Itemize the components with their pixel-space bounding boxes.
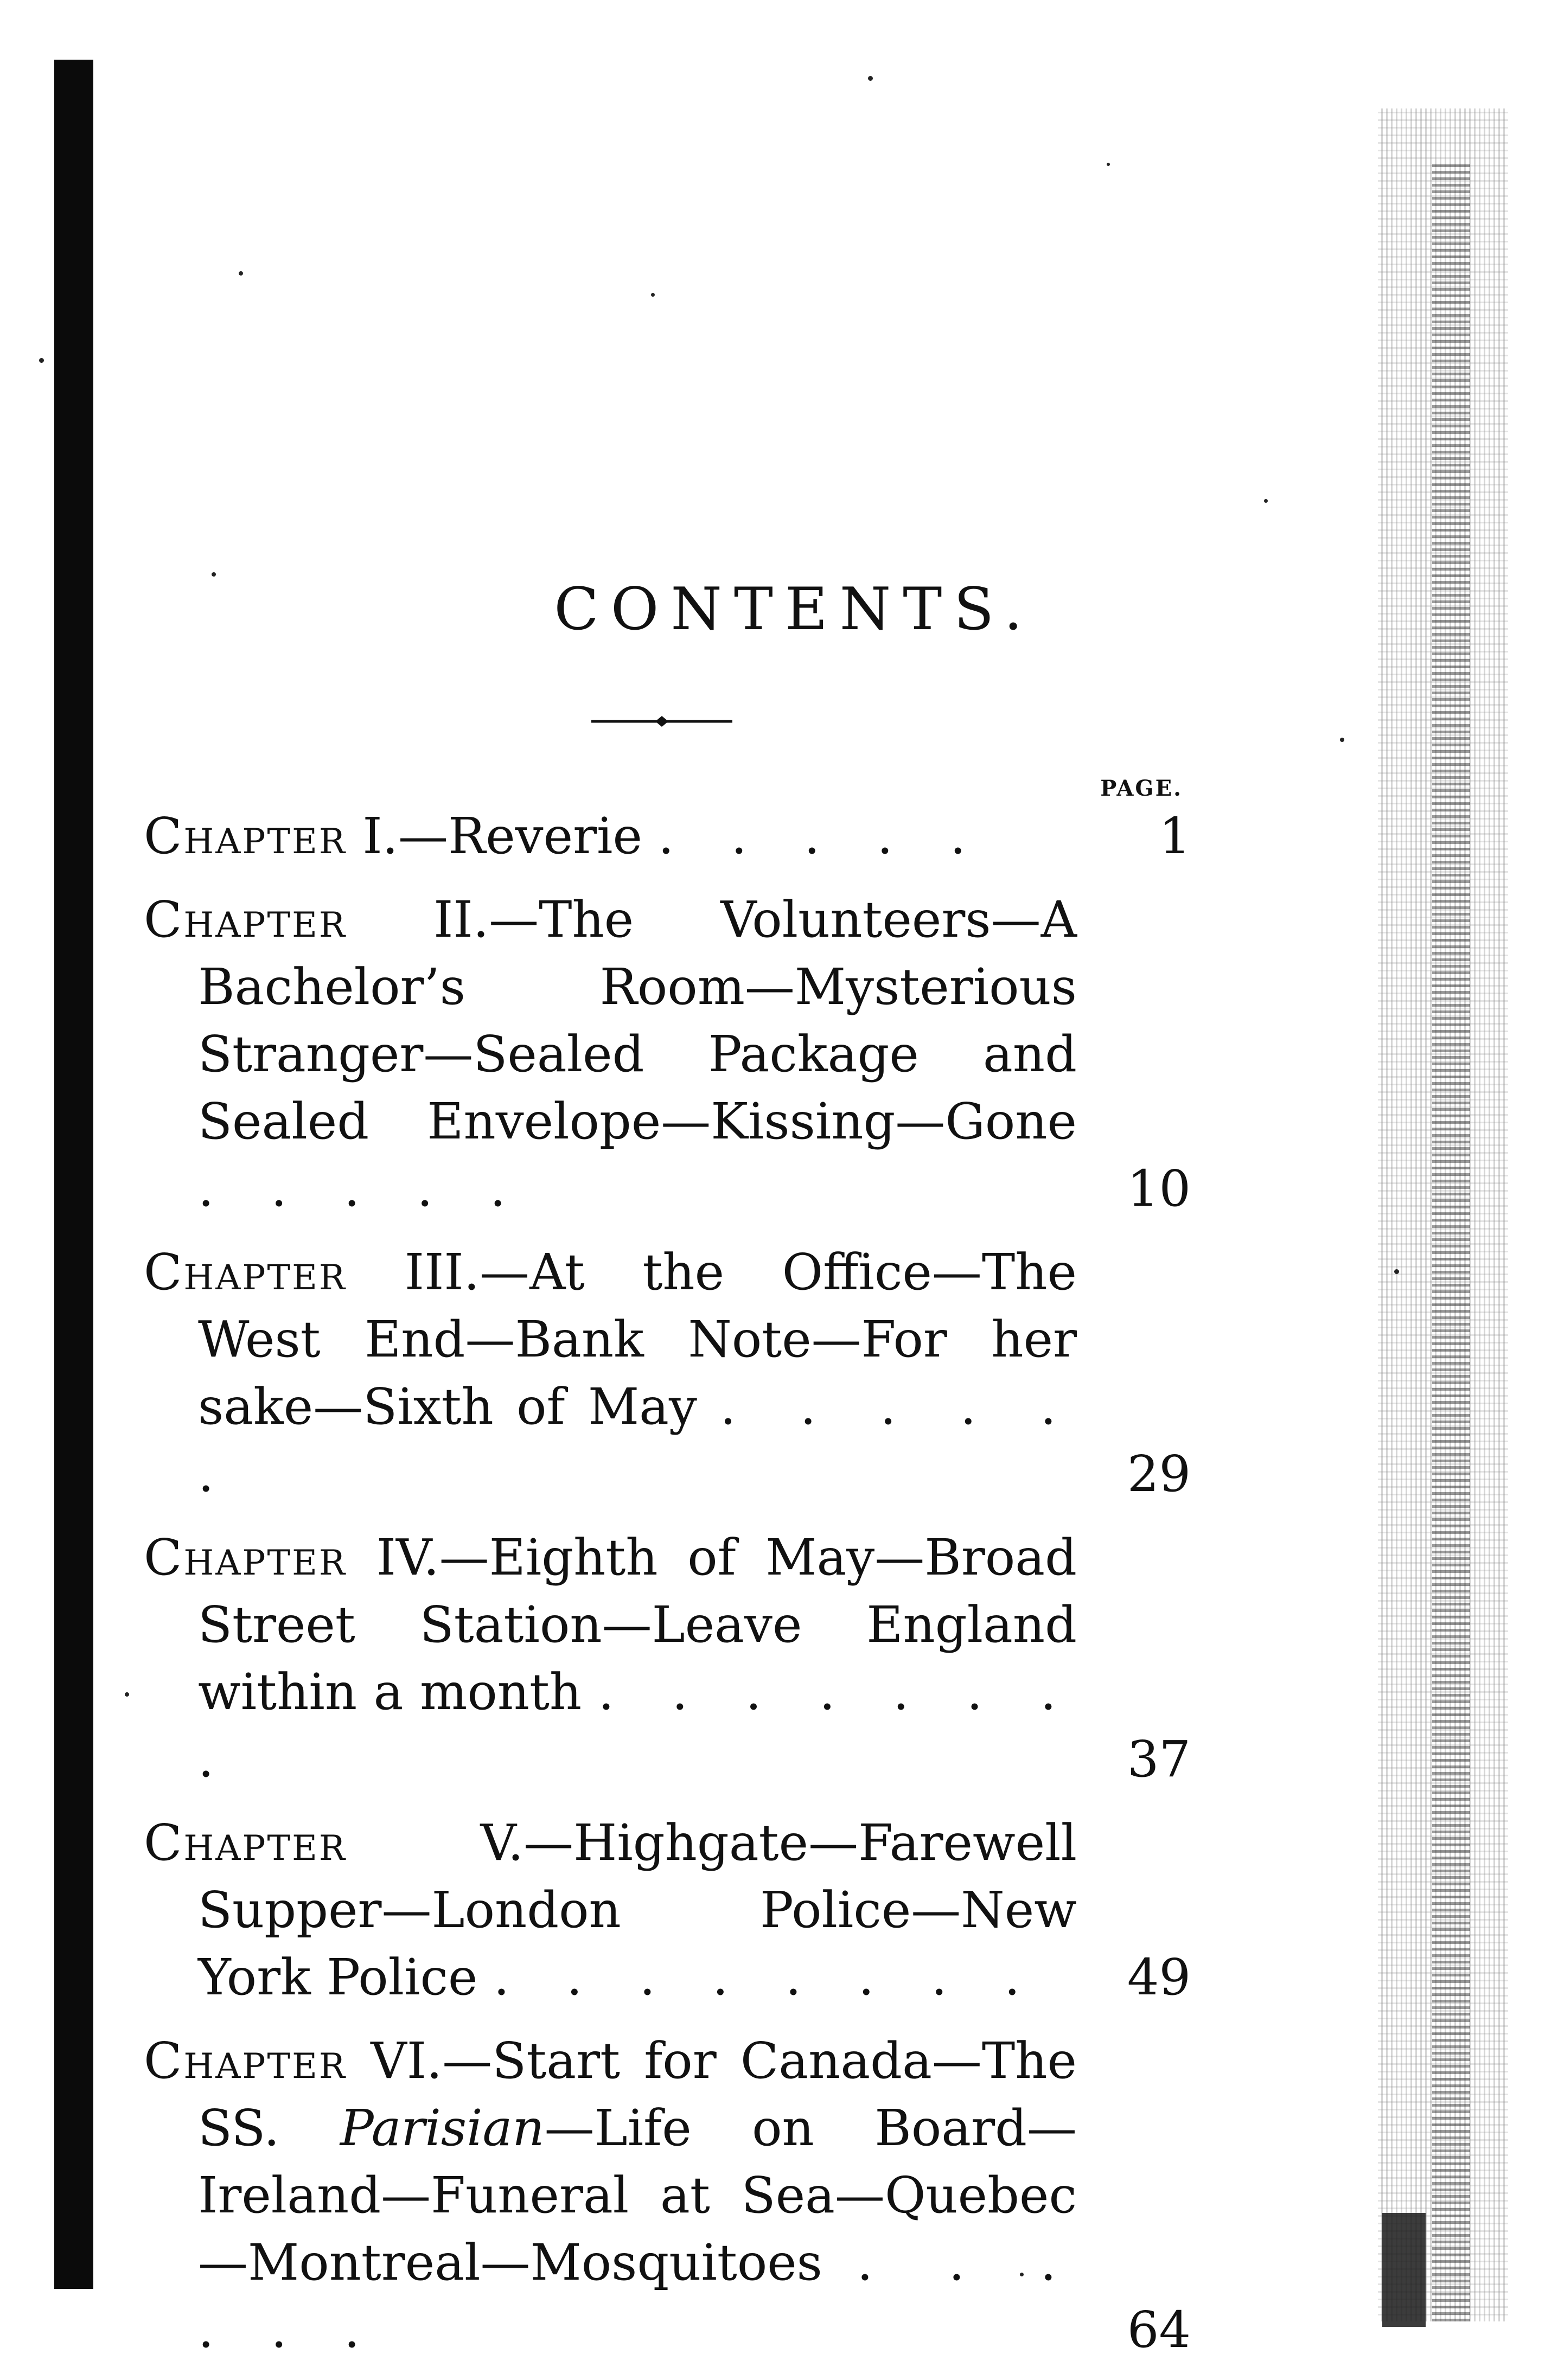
chapter-label: Chapter — [144, 2032, 347, 2090]
dot-leaders: . . . . . — [658, 807, 987, 865]
toc-entry-text — [144, 1809, 1077, 2011]
chapter-number: II. — [433, 891, 489, 949]
toc-entry — [144, 803, 1191, 870]
scan-speck — [1394, 1269, 1399, 1274]
toc-entry — [144, 886, 1191, 1223]
page-column-label: PAGE. — [1100, 776, 1183, 801]
contents-heading: CONTENTS. — [554, 575, 1035, 643]
chapter-title: —Eighth of May—Broad Street Station—Leave England within a month — [198, 1528, 1077, 1721]
scan-speck — [651, 293, 655, 297]
chapter-title-continued: —Life on Board—Ireland—Funeral at Sea—Quebec—Montreal—Mosquitoes — [198, 2099, 1077, 2292]
scan-speck — [239, 271, 243, 276]
scan-speck — [1107, 163, 1110, 166]
page-number: 10 — [1127, 1160, 1191, 1218]
page-number: 1 — [1159, 807, 1191, 865]
toc-entry-text — [144, 1239, 1077, 1508]
toc-entry — [144, 1524, 1191, 1793]
page-number: 29 — [1127, 1445, 1191, 1503]
scan-speck — [39, 358, 44, 363]
toc-entry — [144, 1239, 1191, 1508]
chapter-title: —At the Office—The West End—Bank Note—For her sake—Sixth of May — [198, 1243, 1077, 1436]
toc-entry-text — [144, 886, 1077, 1223]
chapter-label: Chapter — [144, 891, 347, 949]
page-edge-corner — [1382, 2213, 1426, 2327]
ship-name: Parisian — [340, 2099, 545, 2157]
page-number: 49 — [1127, 1948, 1191, 2006]
dot-leaders: . . . . . . . . — [198, 1663, 1077, 1788]
ornament-divider — [591, 716, 732, 727]
page-number: 37 — [1127, 1730, 1191, 1788]
scan-speck — [212, 572, 216, 577]
scan-speck — [1340, 738, 1344, 742]
chapter-label: Chapter — [144, 1243, 347, 1301]
scan-speck — [125, 1692, 129, 1697]
scan-speck — [1264, 499, 1268, 503]
dot-leaders: . . . . . . — [198, 1378, 1077, 1503]
toc-entry-text — [144, 1524, 1077, 1793]
chapter-title: —Highgate—Farewell Supper—London Police—New York Police — [198, 1814, 1077, 2006]
chapter-number: VI. — [371, 2032, 443, 2090]
table-of-contents — [144, 803, 1191, 2380]
toc-entry-text — [144, 2027, 1077, 2364]
chapter-number: IV. — [376, 1528, 439, 1586]
toc-entry — [144, 2027, 1191, 2364]
chapter-label: Chapter — [144, 1814, 347, 1872]
chapter-number: III. — [404, 1243, 480, 1301]
dot-leaders: . . . . . — [198, 1160, 527, 1218]
chapter-number: V. — [480, 1814, 524, 1872]
chapter-number: I. — [362, 807, 398, 865]
page-edge-shadow — [1432, 163, 1470, 2321]
chapter-title: —Start for Canada—The SS. — [198, 2032, 1077, 2157]
page-number: 64 — [1127, 2301, 1191, 2359]
dot-leaders: . . . . . . — [198, 2234, 1077, 2359]
binding-shadow — [54, 60, 93, 2289]
chapter-title: —Reverie — [398, 807, 642, 865]
toc-entry-text — [144, 803, 1077, 870]
toc-entry — [144, 1809, 1191, 2011]
chapter-title: —The Volunteers—A Bachelor’s Room—Mysterious Stranger—Sealed Package and Sealed Envelope—Kissing—Gone — [198, 891, 1077, 1150]
chapter-label: Chapter — [144, 1528, 347, 1586]
scan-speck — [868, 76, 873, 81]
dot-leaders: . . . . . . . . — [493, 1948, 1041, 2006]
chapter-label: Chapter — [144, 807, 347, 865]
